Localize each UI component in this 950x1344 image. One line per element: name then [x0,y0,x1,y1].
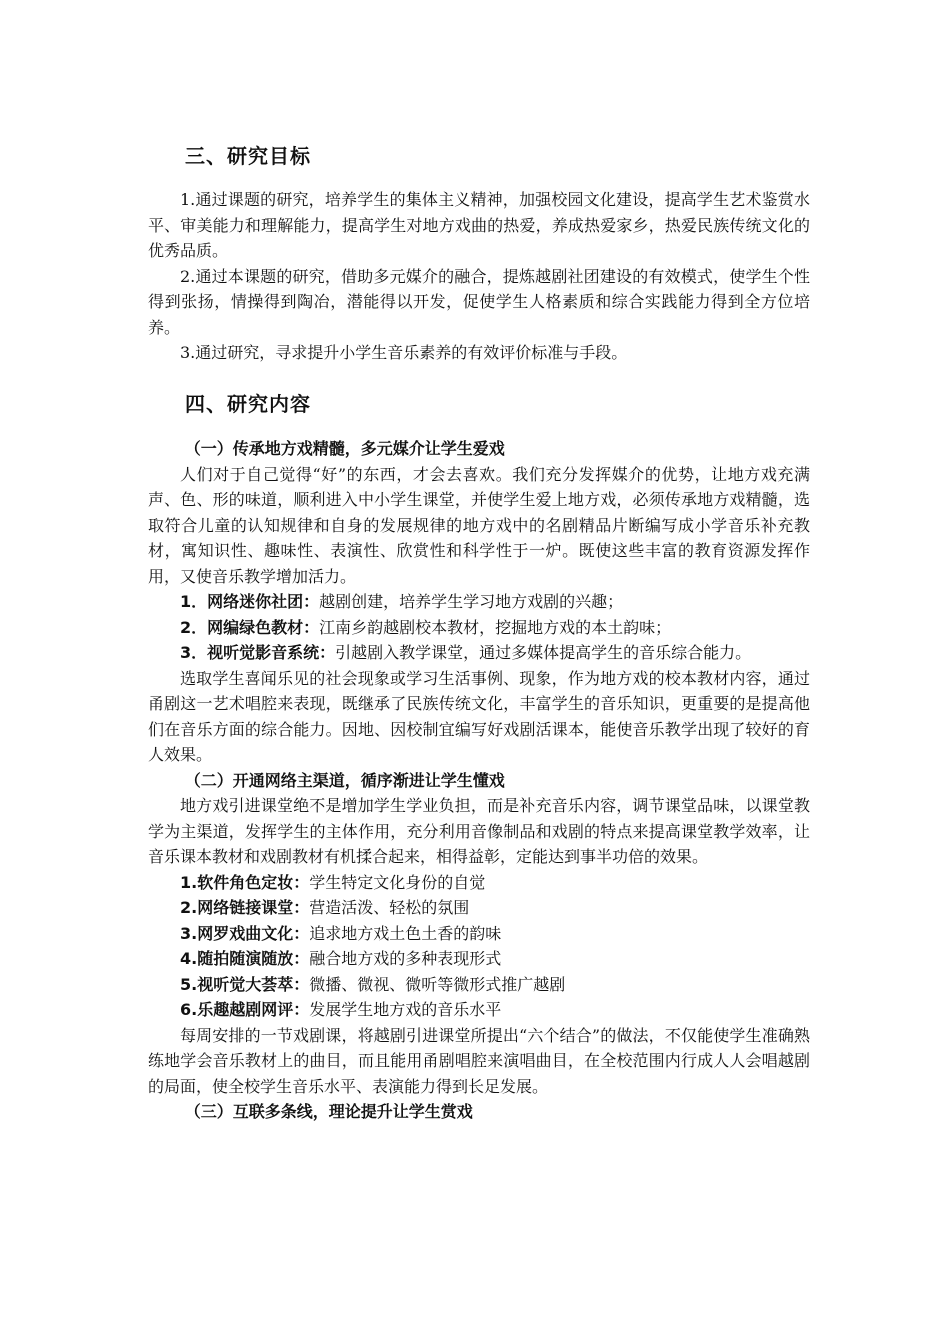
subsection-2-title: （二）开通网络主渠道，循序渐进让学生懂戏 [184,770,505,790]
item-label: 5.视听觉大荟萃： [180,974,310,994]
goal-paragraph-1: 1.通过课题的研究，培养学生的集体主义精神，加强校园文化建设，提高学生艺术鉴赏水平、审美能力和理解能力，提高学生对地方戏曲的热爱，养成热爱家乡，热爱民族传统文化的优秀品质。 [148,190,810,260]
item-text: 营造活泼、轻松的氛围 [309,898,470,917]
subsection-2-item [148,895,810,921]
section-4-body [148,436,810,1125]
item-label: 6.乐趣越剧网评： [180,1000,310,1019]
item-text: 引越剧入教学课堂，通过多媒体提高学生的音乐综合能力。 [335,643,752,662]
section-3-heading: 三、研究目标 [185,144,311,168]
subsection-1-item [148,640,810,666]
item-label: 2.网络链接课堂： [180,898,310,917]
subsection-2-intro: 地方戏引进课堂绝不是增加学生学业负担，而是补充音乐内容，调节课堂品味，以课堂教学为主渠道，发挥学生的主体作用，充分利用音像制品和戏剧的特点来提高课堂教学效率，让音乐课本教材和戏剧教材有机揉合起来，相得益彰，定能达到事半功倍的效果。 [148,796,810,866]
item-text: 追求地方戏土色土香的韵味 [309,923,502,943]
goal-paragraph-3: 3.通过研究，寻求提升小学生音乐素养的有效评价标准与手段。 [180,343,628,362]
subsection-2-closing: 每周安排的一节戏剧课，将越剧引进课堂所提出“六个结合”的做法，不仅能使学生准确熟练地学会音乐教材上的曲目，而且能用甬剧唱腔来演唱曲目，在全校范围内行成人人会唱越剧的局面，使全校学生音乐水平、表演能力得到长足发展。 [148,1025,810,1096]
item-label: 2．网编绿色教材： [180,617,320,637]
item-text: 学生特定文化身份的自觉 [309,872,486,892]
subsection-2-item [148,972,810,998]
section-4-heading: 四、研究内容 [185,392,311,416]
subsection-2-item [148,870,810,896]
subsection-1-title: （一）传承地方戏精髓，多元媒介让学生爱戏 [184,439,505,458]
subsection-2-item [148,946,810,972]
item-text: 越剧创建，培养学生学习地方戏剧的兴趣； [319,592,624,611]
item-text: 微播、微视、微听等微形式推广越剧 [309,974,566,994]
goal-paragraph-2: 2.通过本课题的研究，借助多元媒介的融合，提炼越剧社团建设的有效模式，使学生个性得到张扬，情操得到陶冶，潜能得以开发，促使学生人格素质和综合实践能力得到全方位培养。 [148,266,810,337]
item-label: 3.网罗戏曲文化： [180,923,310,943]
subsection-1-closing: 选取学生喜闻乐见的社会现象或学习生活事例、现象，作为地方戏的校本教材内容，通过甬剧这一艺术唱腔来表现，既继承了民族传统文化，丰富学生的音乐知识，更重要的是提高他们在音乐方面的综合能力。因地、因校制宜编写好戏剧活课本，能使音乐教学出现了较好的育人效果。 [148,668,810,764]
subsection-1-item [148,589,810,615]
item-label: 1.软件角色定妆： [180,872,310,892]
subsection-3-title: （三）互联多条线，理论提升让学生赏戏 [184,1102,473,1121]
item-text: 江南乡韵越剧校本教材，挖掘地方戏的本土韵味； [319,617,672,637]
item-text: 融合地方戏的多种表现形式 [309,949,502,968]
item-label: 4.随拍随演随放： [180,949,310,968]
subsection-1-item [148,615,810,641]
subsection-2-item [148,921,810,947]
item-label: 3．视听觉影音系统： [180,643,336,662]
subsection-1-intro: 人们对于自己觉得“好”的东西，才会去喜欢。我们充分发挥媒介的优势，让地方戏充满声、色、形的味道，顺利进入中小学生课堂，并使学生爱上地方戏，必须传承地方戏精髓，选取符合儿童的认知规律和自身的发展规律的地方戏中的名剧精品片断编写成小学音乐补充教材，寓知识性、趣味性、表演性、欣赏性和科学性于一炉。既使这些丰富的教育资源发挥作用，又使音乐教学增加活力。 [148,464,810,586]
item-text: 发展学生地方戏的音乐水平 [309,1000,502,1019]
subsection-2-item [148,997,810,1023]
section-3-body [148,187,810,366]
item-label: 1．网络迷你社团： [180,592,320,611]
